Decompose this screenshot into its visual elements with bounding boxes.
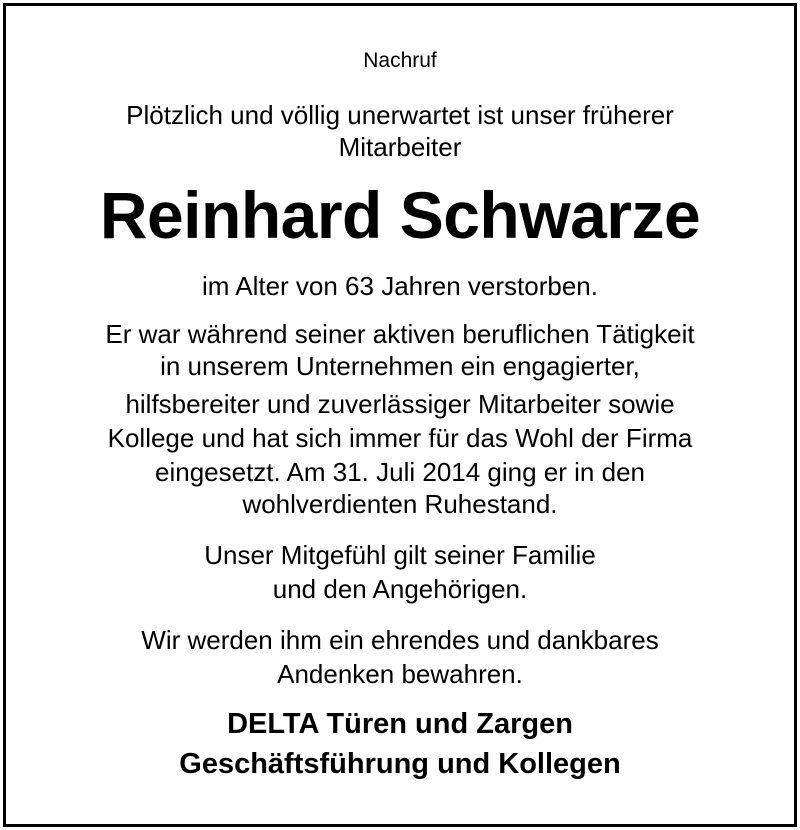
sympathy-line: und den Angehörigen. [272, 574, 528, 604]
signature-group: Geschäftsführung und Kollegen [179, 748, 621, 780]
age-line: im Alter von 63 Jahren verstorben. [202, 271, 598, 301]
tribute-line: wohlverdienten Ruhestand. [242, 489, 558, 519]
heading: Nachruf [363, 49, 437, 72]
sympathy-line: Unser Mitgefühl gilt seiner Familie [204, 540, 596, 570]
intro-line: Plötzlich und völlig unerwartet ist unser früherer [126, 100, 674, 130]
tribute-line: eingesetzt. Am 31. Juli 2014 ging er in den [155, 457, 645, 487]
signature-company: DELTA Türen und Zargen [227, 708, 573, 740]
deceased-name: Reinhard Schwarze [99, 178, 701, 252]
remembrance-line: Wir werden ihm ein ehrendes und dankbares [141, 625, 659, 655]
tribute-line: hilfsbereiter und zuverlässiger Mitarbeiter sowie [125, 389, 675, 419]
tribute-line: Kollege und hat sich immer für das Wohl der Firma [107, 423, 693, 453]
tribute-line: in unserem Unternehmen ein engagierter, [160, 351, 640, 381]
remembrance-line: Andenken bewahren. [277, 659, 523, 689]
tribute-line: Er war während seiner aktiven beruflichen Tätigkeit [105, 319, 695, 349]
intro-line: Mitarbeiter [338, 132, 462, 162]
